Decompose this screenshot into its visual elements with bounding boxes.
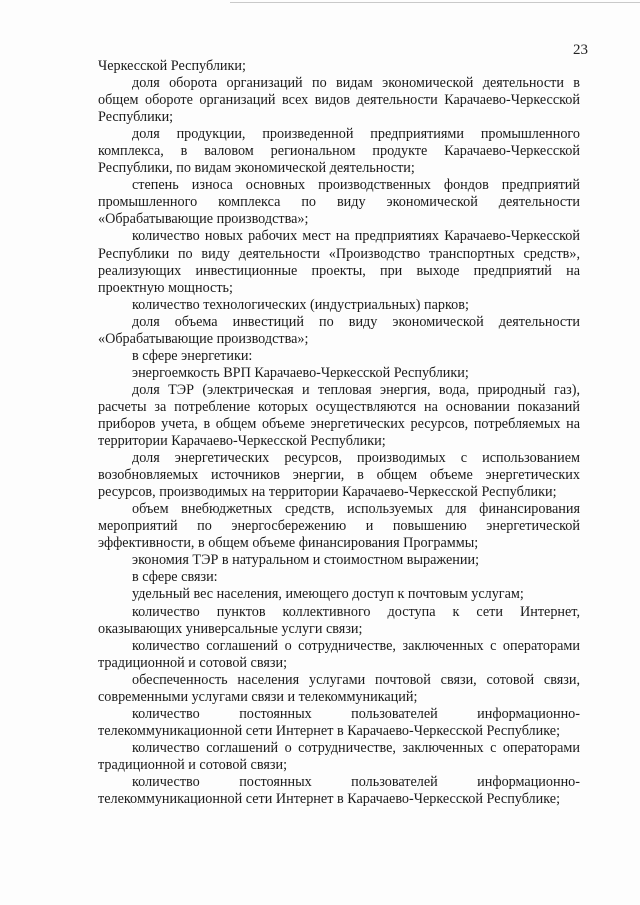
paragraph: Черкесской Республики;: [98, 58, 246, 74]
paragraph: количество постоянных пользователей информационно-телекоммуникационной сети Интернет в Карачаево-Черкесской Республике;: [98, 705, 580, 739]
top-edge-rule: [230, 2, 640, 3]
paragraph: доля энергетических ресурсов, производимых с использованием возобновляемых источников энергии, в общем объеме энергетических ресурсов, производимых на территории Карачаево-Черкесской Республики;: [98, 450, 580, 501]
paragraph: обеспеченность населения услугами почтовой связи, сотовой связи, современными услугами связи и телекоммуникаций;: [98, 671, 580, 705]
paragraph: количество соглашений о сотрудничестве, заключенных с операторами традиционной и сотовой связи;: [98, 637, 580, 671]
paragraph: энергоемкость ВРП Карачаево-Черкесской Республики;: [132, 364, 469, 381]
page-number: 23: [573, 42, 588, 58]
paragraph: объем внебюджетных средств, используемых для финансирования мероприятий по энергосбережению и повышению энергетической эффективности, в общем объеме финансирования Программы;: [98, 501, 580, 552]
paragraph: экономия ТЭР в натуральном и стоимостном выражении;: [132, 552, 480, 569]
document-body: [98, 58, 580, 808]
paragraph: доля оборота организаций по видам экономической деятельности в общем обороте организаций всех видов деятельности Карачаево-Черкесской Республики;: [98, 75, 580, 126]
paragraph: количество технологических (индустриальных) парков;: [132, 296, 469, 313]
paragraph: доля продукции, произведенной предприятиями промышленного комплекса, в валовом региональном продукте Карачаево-Черкесской Республики, по видам экономической деятельности;: [98, 126, 580, 177]
paragraph: количество пунктов коллективного доступа к сети Интернет, оказывающих универсальные услуги связи;: [98, 603, 580, 637]
paragraph: доля объема инвестиций по виду экономической деятельности «Обрабатывающие производства»;: [98, 313, 580, 347]
paragraph: количество соглашений о сотрудничестве, заключенных с операторами традиционной и сотовой связи;: [98, 739, 580, 773]
section-heading-communications: в сфере связи:: [132, 569, 218, 586]
section-heading-energy: в сфере энергетики:: [132, 347, 253, 364]
paragraph: количество новых рабочих мест на предприятиях Карачаево-Черкесской Республики по виду деятельности «Производство транспортных средств», реализующих инвестиционные проекты, при выходе предприятий на проектную мощность;: [98, 228, 580, 296]
paragraph: удельный вес населения, имеющего доступ к почтовым услугам;: [132, 586, 524, 603]
paragraph: степень износа основных производственных фондов предприятий промышленного комплекса по виду экономической деятельности «Обрабатывающие производства»;: [98, 177, 580, 228]
paragraph: количество постоянных пользователей информационно-телекоммуникационной сети Интернет в Карачаево-Черкесской Республике;: [98, 773, 580, 808]
paragraph: доля ТЭР (электрическая и тепловая энергия, вода, природный газ), расчеты за потребление которых осуществляются на основании показаний приборов учета, в общем объеме энергетических ресурсов, потребляемых на территории Карачаево-Черкесской Республики;: [98, 381, 580, 450]
